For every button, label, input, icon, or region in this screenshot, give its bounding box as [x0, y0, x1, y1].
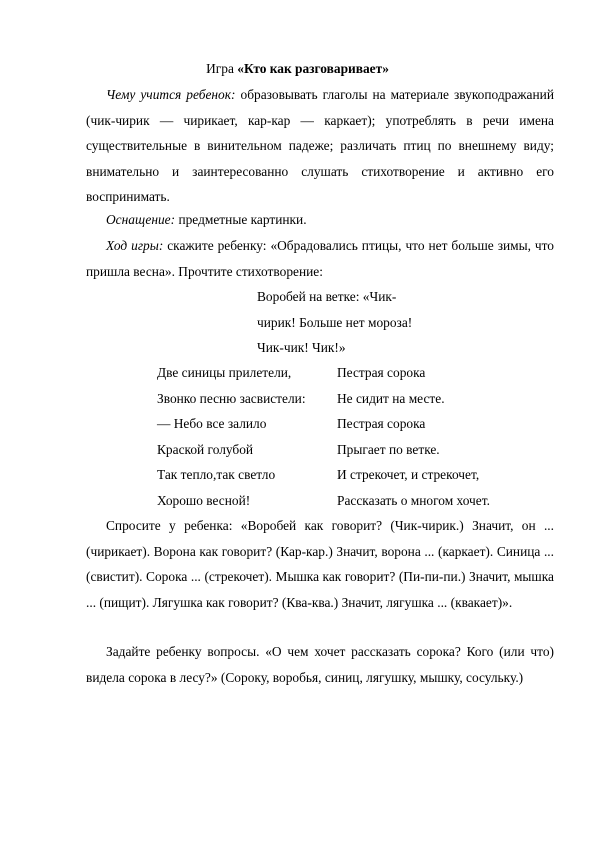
equipment-label: Оснащение:: [106, 212, 176, 227]
equipment-paragraph: [86, 207, 554, 233]
equipment-text: предметные картинки.: [175, 212, 307, 227]
procedure-paragraph: [86, 233, 554, 284]
poem-intro: [257, 284, 412, 361]
poem-right-column: [337, 360, 490, 513]
poem-line: Прыгает по ветке.: [337, 441, 440, 457]
poem-line: Чик-чик! Чик!»: [257, 340, 346, 355]
title-prefix: Игра: [206, 61, 238, 76]
title-game-name: «Кто как разговаривает»: [237, 61, 389, 76]
ask-paragraph: Спросите у ребенка: «Воробей как говорит? (Чик-чирик.) Значит, он ... (чирикает). Ворона как говорит? (Кар-кар.) Значит, ворона ... (каркает). Синица ... (свистит). Сорока ... (стрекочет). Мышка как говорит? (Пи-пи-пи.) Значит, мышка ... (пищит). Лягушка как говорит? (Ква-ква.) Значит, лягушка ... (квакает)».: [86, 518, 554, 610]
poem-line: Воробей на ветке: «Чик-: [257, 289, 397, 304]
goal-label: Чему учится ребенок:: [106, 87, 236, 102]
poem-line: Хорошо весной!: [157, 492, 251, 508]
page-title: [0, 56, 595, 82]
poem-line: Две синицы прилетели,: [157, 365, 292, 380]
poem-line: Краской голубой: [157, 441, 254, 457]
poem-line: Рассказать о многом хочет.: [337, 492, 490, 508]
poem-line: Пестрая сорока: [337, 365, 426, 380]
poem-line: Так тепло,так светло: [157, 467, 276, 482]
goal-text: образовывать глаголы на материале звукоподражаний (чик-чирик — чирикает, кар-кар — каркает); употреблять в речи имена существительные в винительном падеже; различать птиц по внешнему виду; внимательно и заинтересованно слушать стихотворение и активно его воспринимать.: [86, 87, 554, 204]
poem-line: Пестрая сорока: [337, 416, 426, 431]
poem-line: И стрекочет, и стрекочет,: [337, 467, 480, 482]
poem-line: чирик! Больше нет мороза!: [257, 314, 413, 330]
poem-left-column: [157, 360, 306, 513]
goal-paragraph: [86, 82, 554, 210]
questions-paragraph: Задайте ребенку вопросы. «О чем хочет рассказать сорока? Кого (или что) видела сорока в лесу?» (Сороку, воробья, синиц, лягушку, мышку, сосульку.): [86, 644, 554, 685]
poem-line: Звонко песню засвистели:: [157, 390, 306, 406]
procedure-text: скажите ребенку: «Обрадовались птицы, что нет больше зимы, что пришла весна». Прочтите стихотворение:: [86, 238, 555, 279]
poem-line: Не сидит на месте.: [337, 390, 445, 406]
poem-line: — Небо все залило: [157, 416, 267, 431]
procedure-label: Ход игры:: [106, 238, 164, 253]
